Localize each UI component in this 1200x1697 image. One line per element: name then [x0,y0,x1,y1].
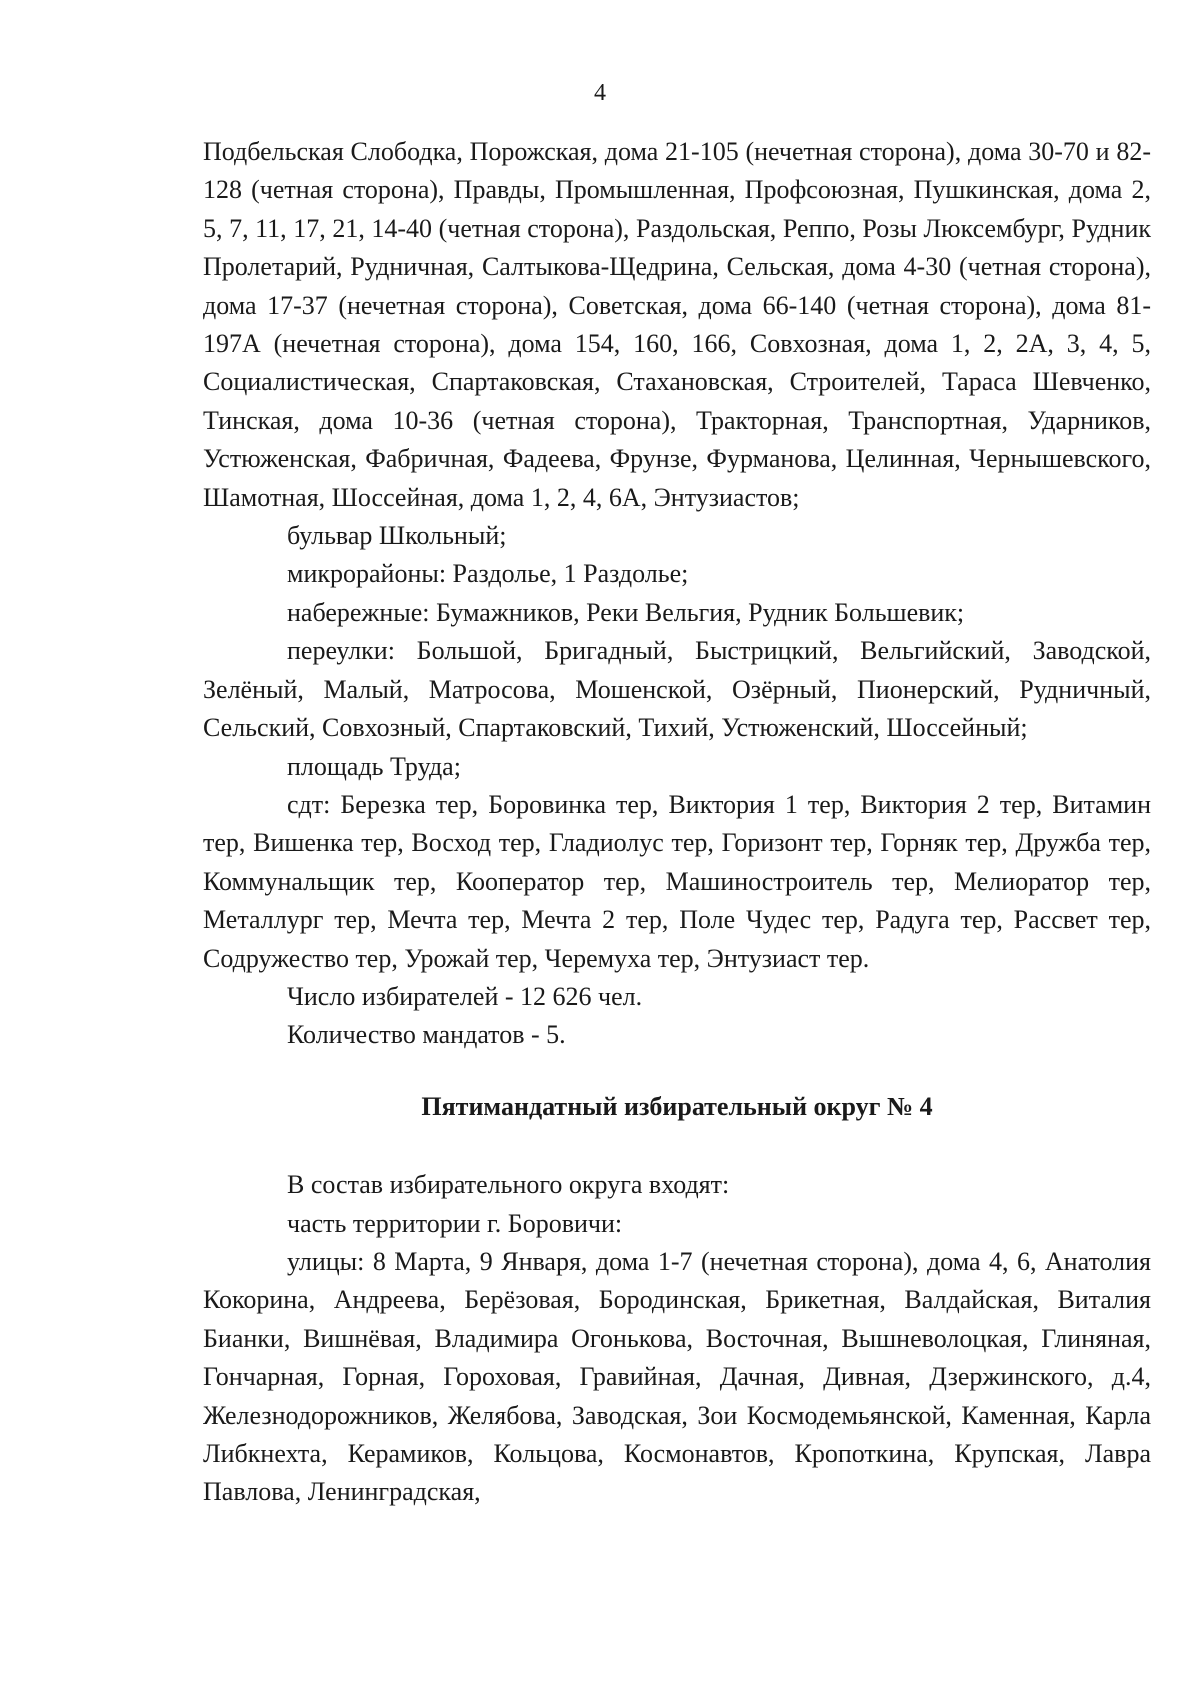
paragraph-microdistricts: микрорайоны: Раздолье, 1 Раздолье; [287,559,689,589]
paragraph-square: площадь Труда; [287,751,461,781]
paragraph-territory: часть территории г. Боровичи: [287,1208,623,1238]
page-number: 4 [594,80,606,106]
section-heading: Пятимандатный избирательный округ № 4 [421,1091,933,1121]
paragraph-garden-societies: сдт: Березка тер, Боровинка тер, Виктория 1 тер, Виктория 2 тер, Витамин тер, Вишенка тер, Восход тер, Гладиолус тер, Горизонт тер, Горняк тер, Дружба тер, Коммунальщик тер, Кооператор тер, Машиностроитель тер, Мелиоратор тер, Металлург тер, Мечта тер, Мечта 2 тер, Поле Чудес тер, Радуга тер, Рассвет тер, Содружество тер, Урожай тер, Черемуха тер, Энтузиаст тер. [203,789,1151,973]
paragraph-boulevard: бульвар Школьный; [287,521,507,551]
document-body [203,133,1151,1512]
paragraph-lanes: переулки: Большой, Бригадный, Быстрицкий, Вельгийский, Заводской, Зелёный, Малый, Матросова, Мошенской, Озёрный, Пионерский, Рудничный, Сельский, Совхозный, Спартаковский, Тихий, Устюженский, Шоссейный; [203,636,1151,743]
paragraph-district-composition: В состав избирательного округа входят: [287,1170,730,1200]
paragraph-voter-count: Число избирателей - 12 626 чел. [287,981,643,1011]
paragraph-embankments: набережные: Бумажников, Реки Вельгия, Рудник Большевик; [287,597,965,627]
paragraph-mandate-count: Количество мандатов - 5. [287,1020,566,1050]
paragraph-district-streets: улицы: 8 Марта, 9 Января, дома 1-7 (нечетная сторона), дома 4, 6, Анатолия Кокорина, Андреева, Берёзовая, Бородинская, Брикетная, Валдайская, Виталия Бианки, Вишнёвая, Владимира Огонькова, Восточная, Вышневолоцкая, Глиняная, Гончарная, Горная, Гороховая, Гравийная, Дачная, Дивная, Дзержинского, д.4, Железнодорожников, Желябова, Заводская, Зои Космодемьянской, Каменная, Карла Либкнехта, Керамиков, Кольцова, Космонавтов, Кропоткина, Крупская, Лавра Павлова, Ленинградская, [203,1246,1151,1507]
paragraph-streets-continued: Подбельская Слободка, Порожская, дома 21-105 (нечетная сторона), дома 30-70 и 82-128 (четная сторона), Правды, Промышленная, Профсоюзная, Пушкинская, дома 2, 5, 7, 11, 17, 21, 14-40 (четная сторона), Раздольская, Реппо, Розы Люксембург, Рудник Пролетарий, Рудничная, Салтыкова-Щедрина, Сельская, дома 4-30 (четная сторона), дома 17-37 (нечетная сторона), Советская, дома 66-140 (четная сторона), дома 81-197А (нечетная сторона), дома 154, 160, 166, Совхозная, дома 1, 2, 2А, 3, 4, 5, Социалистическая, Спартаковская, Стахановская, Строителей, Тараса Шевченко, Тинская, дома 10-36 (четная сторона), Тракторная, Транспортная, Ударников, Устюженская, Фабричная, Фадеева, Фрунзе, Фурманова, Целинная, Чернышевского, Шамотная, Шоссейная, дома 1, 2, 4, 6А, Энтузиастов; [203,137,1151,512]
